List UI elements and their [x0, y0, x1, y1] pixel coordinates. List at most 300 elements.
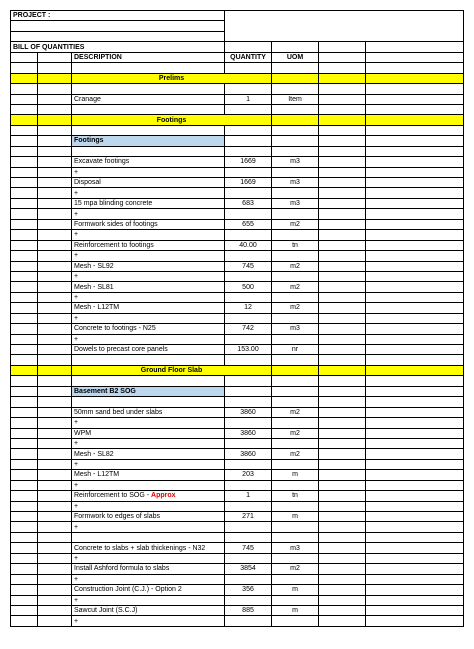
blank-cell[interactable] [11, 616, 38, 626]
blank-cell[interactable] [272, 480, 319, 490]
blank-cell[interactable] [366, 136, 464, 146]
blank-cell[interactable] [225, 501, 272, 511]
blank-cell[interactable] [11, 574, 38, 584]
blank-cell[interactable] [366, 334, 464, 344]
blank-cell[interactable] [38, 470, 72, 480]
blank-cell[interactable] [272, 313, 319, 323]
blank-cell[interactable] [319, 449, 366, 459]
blank-cell[interactable] [272, 125, 319, 135]
blank-cell[interactable] [11, 178, 38, 188]
blank-cell[interactable] [11, 313, 38, 323]
blank-cell[interactable] [11, 198, 38, 208]
blank-cell[interactable] [366, 459, 464, 469]
blank-cell[interactable] [11, 136, 38, 146]
blank-cell[interactable] [366, 345, 464, 355]
blank-cell[interactable] [38, 115, 72, 125]
blank-cell[interactable] [272, 292, 319, 302]
blank-cell[interactable] [11, 125, 38, 135]
blank-cell[interactable] [319, 73, 366, 83]
blank-cell[interactable] [272, 104, 319, 114]
blank-cell[interactable] [319, 219, 366, 229]
blank-cell[interactable] [11, 31, 225, 41]
blank-cell[interactable] [319, 178, 366, 188]
blank-cell[interactable] [72, 376, 225, 386]
blank-cell[interactable] [366, 167, 464, 177]
blank-cell[interactable] [11, 543, 38, 553]
blank-cell[interactable] [366, 313, 464, 323]
blank-cell[interactable] [11, 564, 38, 574]
blank-cell[interactable] [38, 188, 72, 198]
blank-cell[interactable] [225, 251, 272, 261]
blank-cell[interactable] [319, 313, 366, 323]
blank-cell[interactable] [366, 564, 464, 574]
blank-cell[interactable] [319, 198, 366, 208]
blank-cell[interactable] [38, 480, 72, 490]
blank-cell[interactable] [366, 115, 464, 125]
blank-cell[interactable] [319, 407, 366, 417]
blank-cell[interactable] [366, 219, 464, 229]
blank-cell[interactable] [225, 167, 272, 177]
blank-cell[interactable] [366, 230, 464, 240]
blank-cell[interactable] [11, 397, 38, 407]
blank-cell[interactable] [11, 94, 38, 104]
blank-cell[interactable] [272, 397, 319, 407]
blank-cell[interactable] [366, 616, 464, 626]
blank-cell[interactable] [366, 397, 464, 407]
blank-cell[interactable] [11, 470, 38, 480]
blank-cell[interactable] [11, 449, 38, 459]
blank-cell[interactable] [225, 334, 272, 344]
blank-cell[interactable] [366, 386, 464, 396]
blank-cell[interactable] [366, 449, 464, 459]
blank-cell[interactable] [38, 334, 72, 344]
blank-cell[interactable] [319, 63, 366, 73]
blank-cell[interactable] [225, 376, 272, 386]
blank-cell[interactable] [319, 386, 366, 396]
blank-cell[interactable] [38, 157, 72, 167]
blank-cell[interactable] [272, 595, 319, 605]
blank-cell[interactable] [38, 73, 72, 83]
blank-cell[interactable] [366, 585, 464, 595]
blank-cell[interactable] [38, 355, 72, 365]
blank-cell[interactable] [225, 459, 272, 469]
blank-cell[interactable] [11, 230, 38, 240]
blank-cell[interactable] [366, 104, 464, 114]
blank-cell[interactable] [319, 230, 366, 240]
blank-cell[interactable] [225, 574, 272, 584]
blank-cell[interactable] [272, 365, 319, 375]
blank-cell[interactable] [225, 522, 272, 532]
blank-cell[interactable] [319, 303, 366, 313]
blank-cell[interactable] [11, 553, 38, 563]
blank-cell[interactable] [38, 386, 72, 396]
blank-cell[interactable] [319, 553, 366, 563]
blank-cell[interactable] [272, 73, 319, 83]
blank-cell[interactable] [319, 616, 366, 626]
blank-cell[interactable] [11, 63, 38, 73]
blank-cell[interactable] [366, 209, 464, 219]
blank-cell[interactable] [38, 313, 72, 323]
blank-cell[interactable] [366, 94, 464, 104]
blank-cell[interactable] [366, 188, 464, 198]
blank-cell[interactable] [319, 480, 366, 490]
blank-cell[interactable] [272, 522, 319, 532]
blank-cell[interactable] [11, 407, 38, 417]
blank-cell[interactable] [225, 230, 272, 240]
blank-cell[interactable] [319, 167, 366, 177]
blank-cell[interactable] [319, 104, 366, 114]
blank-cell[interactable] [225, 386, 272, 396]
blank-cell[interactable] [72, 104, 225, 114]
blank-cell[interactable] [319, 84, 366, 94]
blank-cell[interactable] [272, 167, 319, 177]
blank-cell[interactable] [38, 376, 72, 386]
blank-cell[interactable] [319, 574, 366, 584]
blank-cell[interactable] [11, 240, 38, 250]
blank-cell[interactable] [72, 146, 225, 156]
blank-cell[interactable] [319, 240, 366, 250]
blank-cell[interactable] [11, 209, 38, 219]
blank-cell[interactable] [38, 365, 72, 375]
blank-cell[interactable] [319, 418, 366, 428]
blank-cell[interactable] [11, 303, 38, 313]
blank-cell[interactable] [225, 209, 272, 219]
blank-cell[interactable] [38, 94, 72, 104]
blank-cell[interactable] [319, 376, 366, 386]
blank-cell[interactable] [225, 104, 272, 114]
blank-cell[interactable] [272, 386, 319, 396]
blank-cell[interactable] [366, 146, 464, 156]
blank-cell[interactable] [38, 198, 72, 208]
blank-cell[interactable] [319, 428, 366, 438]
blank-cell[interactable] [366, 271, 464, 281]
blank-cell[interactable] [225, 63, 272, 73]
blank-cell[interactable] [272, 376, 319, 386]
blank-cell[interactable] [319, 438, 366, 448]
blank-cell[interactable] [11, 84, 38, 94]
blank-cell[interactable] [319, 491, 366, 501]
blank-cell[interactable] [225, 616, 272, 626]
blank-cell[interactable] [225, 136, 272, 146]
blank-cell[interactable] [38, 512, 72, 522]
blank-cell[interactable] [366, 125, 464, 135]
blank-cell[interactable] [11, 157, 38, 167]
blank-cell[interactable] [11, 532, 38, 542]
blank-cell[interactable] [272, 616, 319, 626]
blank-cell[interactable] [366, 52, 464, 62]
blank-cell[interactable] [366, 376, 464, 386]
blank-cell[interactable] [319, 125, 366, 135]
blank-cell[interactable] [225, 553, 272, 563]
blank-cell[interactable] [366, 418, 464, 428]
blank-cell[interactable] [225, 532, 272, 542]
blank-cell[interactable] [319, 136, 366, 146]
blank-cell[interactable] [38, 261, 72, 271]
blank-cell[interactable] [319, 459, 366, 469]
blank-cell[interactable] [11, 605, 38, 615]
blank-cell[interactable] [11, 261, 38, 271]
blank-cell[interactable] [38, 63, 72, 73]
blank-cell[interactable] [319, 532, 366, 542]
blank-cell[interactable] [225, 146, 272, 156]
blank-cell[interactable] [272, 334, 319, 344]
blank-cell[interactable] [366, 157, 464, 167]
blank-cell[interactable] [38, 605, 72, 615]
blank-cell[interactable] [38, 407, 72, 417]
blank-cell[interactable] [319, 355, 366, 365]
blank-cell[interactable] [225, 595, 272, 605]
blank-cell[interactable] [366, 543, 464, 553]
blank-cell[interactable] [225, 418, 272, 428]
blank-cell[interactable] [319, 585, 366, 595]
blank-cell[interactable] [72, 125, 225, 135]
blank-cell[interactable] [319, 42, 366, 52]
blank-cell[interactable] [366, 178, 464, 188]
blank-cell[interactable] [319, 324, 366, 334]
blank-cell[interactable] [272, 42, 319, 52]
blank-cell[interactable] [11, 282, 38, 292]
blank-cell[interactable] [11, 386, 38, 396]
blank-cell[interactable] [38, 553, 72, 563]
blank-cell[interactable] [319, 334, 366, 344]
blank-cell[interactable] [366, 605, 464, 615]
blank-cell[interactable] [38, 271, 72, 281]
blank-cell[interactable] [11, 459, 38, 469]
blank-cell[interactable] [366, 261, 464, 271]
blank-cell[interactable] [319, 261, 366, 271]
blank-cell[interactable] [38, 324, 72, 334]
blank-cell[interactable] [272, 251, 319, 261]
blank-cell[interactable] [366, 42, 464, 52]
blank-cell[interactable] [319, 470, 366, 480]
blank-cell[interactable] [38, 459, 72, 469]
blank-cell[interactable] [272, 501, 319, 511]
blank-cell[interactable] [11, 146, 38, 156]
blank-cell[interactable] [319, 188, 366, 198]
blank-cell[interactable] [366, 282, 464, 292]
blank-cell[interactable] [38, 303, 72, 313]
blank-cell[interactable] [272, 438, 319, 448]
blank-cell[interactable] [11, 251, 38, 261]
blank-cell[interactable] [38, 251, 72, 261]
blank-cell[interactable] [38, 543, 72, 553]
blank-cell[interactable] [319, 501, 366, 511]
blank-cell[interactable] [319, 543, 366, 553]
blank-cell[interactable] [38, 595, 72, 605]
blank-cell[interactable] [11, 52, 38, 62]
blank-cell[interactable] [38, 438, 72, 448]
blank-cell[interactable] [272, 63, 319, 73]
blank-cell[interactable] [225, 188, 272, 198]
blank-cell[interactable] [38, 209, 72, 219]
blank-cell[interactable] [366, 522, 464, 532]
blank-cell[interactable] [38, 428, 72, 438]
blank-cell[interactable] [38, 522, 72, 532]
blank-cell[interactable] [225, 438, 272, 448]
blank-cell[interactable] [11, 355, 38, 365]
blank-cell[interactable] [272, 188, 319, 198]
blank-cell[interactable] [38, 574, 72, 584]
blank-cell[interactable] [11, 522, 38, 532]
blank-cell[interactable] [272, 146, 319, 156]
blank-cell[interactable] [38, 418, 72, 428]
blank-cell[interactable] [38, 219, 72, 229]
blank-cell[interactable] [366, 292, 464, 302]
project-value-cell[interactable] [225, 11, 464, 42]
blank-cell[interactable] [319, 564, 366, 574]
blank-cell[interactable] [225, 271, 272, 281]
blank-cell[interactable] [38, 104, 72, 114]
blank-cell[interactable] [11, 167, 38, 177]
blank-cell[interactable] [38, 167, 72, 177]
blank-cell[interactable] [319, 209, 366, 219]
blank-cell[interactable] [225, 355, 272, 365]
blank-cell[interactable] [319, 146, 366, 156]
blank-cell[interactable] [38, 585, 72, 595]
blank-cell[interactable] [366, 480, 464, 490]
blank-cell[interactable] [225, 313, 272, 323]
blank-cell[interactable] [38, 532, 72, 542]
blank-cell[interactable] [11, 438, 38, 448]
blank-cell[interactable] [319, 397, 366, 407]
blank-cell[interactable] [319, 157, 366, 167]
blank-cell[interactable] [366, 595, 464, 605]
blank-cell[interactable] [225, 292, 272, 302]
blank-cell[interactable] [72, 84, 225, 94]
blank-cell[interactable] [366, 491, 464, 501]
blank-cell[interactable] [319, 94, 366, 104]
blank-cell[interactable] [11, 292, 38, 302]
blank-cell[interactable] [11, 491, 38, 501]
blank-cell[interactable] [72, 355, 225, 365]
blank-cell[interactable] [319, 52, 366, 62]
blank-cell[interactable] [319, 512, 366, 522]
blank-cell[interactable] [38, 449, 72, 459]
blank-cell[interactable] [366, 303, 464, 313]
blank-cell[interactable] [225, 480, 272, 490]
blank-cell[interactable] [319, 271, 366, 281]
blank-cell[interactable] [11, 188, 38, 198]
blank-cell[interactable] [11, 365, 38, 375]
blank-cell[interactable] [38, 125, 72, 135]
blank-cell[interactable] [38, 501, 72, 511]
blank-cell[interactable] [272, 136, 319, 146]
blank-cell[interactable] [366, 324, 464, 334]
blank-cell[interactable] [225, 397, 272, 407]
blank-cell[interactable] [272, 574, 319, 584]
blank-cell[interactable] [225, 42, 272, 52]
blank-cell[interactable] [38, 146, 72, 156]
blank-cell[interactable] [11, 324, 38, 334]
blank-cell[interactable] [272, 115, 319, 125]
blank-cell[interactable] [366, 365, 464, 375]
blank-cell[interactable] [11, 418, 38, 428]
blank-cell[interactable] [319, 282, 366, 292]
blank-cell[interactable] [319, 605, 366, 615]
blank-cell[interactable] [11, 73, 38, 83]
blank-cell[interactable] [225, 84, 272, 94]
blank-cell[interactable] [38, 616, 72, 626]
blank-cell[interactable] [272, 84, 319, 94]
blank-cell[interactable] [272, 355, 319, 365]
blank-cell[interactable] [366, 512, 464, 522]
blank-cell[interactable] [272, 418, 319, 428]
blank-cell[interactable] [11, 585, 38, 595]
blank-cell[interactable] [38, 491, 72, 501]
blank-cell[interactable] [366, 438, 464, 448]
blank-cell[interactable] [11, 501, 38, 511]
blank-cell[interactable] [38, 397, 72, 407]
blank-cell[interactable] [272, 230, 319, 240]
blank-cell[interactable] [366, 532, 464, 542]
blank-cell[interactable] [72, 63, 225, 73]
blank-cell[interactable] [11, 334, 38, 344]
blank-cell[interactable] [366, 84, 464, 94]
blank-cell[interactable] [38, 136, 72, 146]
blank-cell[interactable] [11, 376, 38, 386]
blank-cell[interactable] [38, 292, 72, 302]
blank-cell[interactable] [11, 21, 225, 31]
blank-cell[interactable] [11, 104, 38, 114]
blank-cell[interactable] [319, 595, 366, 605]
blank-cell[interactable] [366, 355, 464, 365]
blank-cell[interactable] [319, 345, 366, 355]
blank-cell[interactable] [319, 292, 366, 302]
blank-cell[interactable] [11, 345, 38, 355]
blank-cell[interactable] [366, 407, 464, 417]
blank-cell[interactable] [72, 397, 225, 407]
blank-cell[interactable] [38, 564, 72, 574]
blank-cell[interactable] [319, 365, 366, 375]
blank-cell[interactable] [319, 251, 366, 261]
blank-cell[interactable] [38, 178, 72, 188]
blank-cell[interactable] [225, 125, 272, 135]
blank-cell[interactable] [11, 428, 38, 438]
blank-cell[interactable] [38, 52, 72, 62]
blank-cell[interactable] [38, 345, 72, 355]
blank-cell[interactable] [272, 553, 319, 563]
blank-cell[interactable] [11, 480, 38, 490]
blank-cell[interactable] [272, 532, 319, 542]
blank-cell[interactable] [38, 84, 72, 94]
blank-cell[interactable] [366, 73, 464, 83]
blank-cell[interactable] [272, 209, 319, 219]
blank-cell[interactable] [366, 198, 464, 208]
blank-cell[interactable] [366, 574, 464, 584]
blank-cell[interactable] [366, 251, 464, 261]
blank-cell[interactable] [366, 240, 464, 250]
blank-cell[interactable] [11, 512, 38, 522]
blank-cell[interactable] [366, 428, 464, 438]
blank-cell[interactable] [366, 470, 464, 480]
blank-cell[interactable] [272, 271, 319, 281]
blank-cell[interactable] [366, 553, 464, 563]
boq-rows [11, 63, 464, 627]
blank-cell[interactable] [11, 115, 38, 125]
blank-cell[interactable] [366, 63, 464, 73]
blank-cell[interactable] [72, 532, 225, 542]
blank-cell[interactable] [11, 219, 38, 229]
blank-cell[interactable] [38, 240, 72, 250]
blank-cell[interactable] [366, 501, 464, 511]
blank-cell[interactable] [272, 459, 319, 469]
blank-cell[interactable] [11, 271, 38, 281]
blank-cell[interactable] [38, 282, 72, 292]
blank-cell[interactable] [38, 230, 72, 240]
blank-cell[interactable] [319, 115, 366, 125]
blank-cell[interactable] [319, 522, 366, 532]
blank-cell[interactable] [11, 595, 38, 605]
